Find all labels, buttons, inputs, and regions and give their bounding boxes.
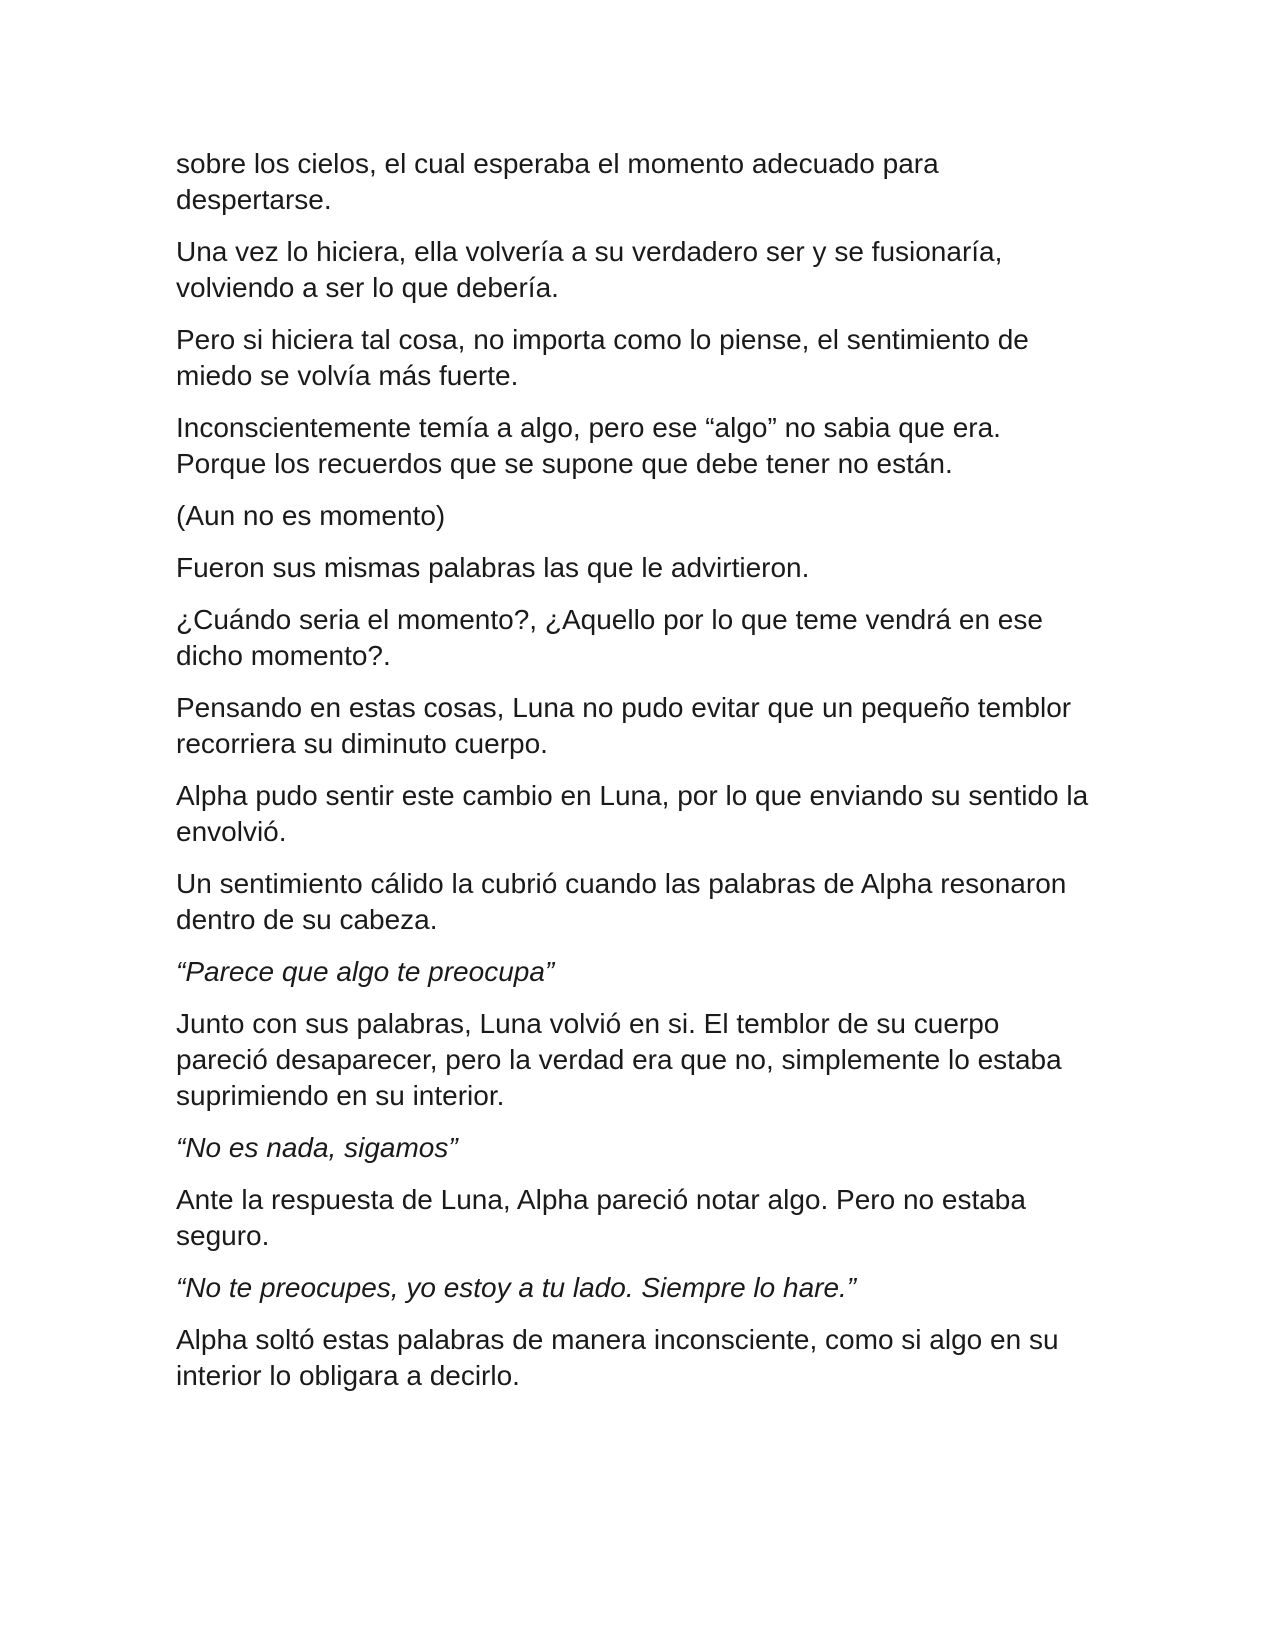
paragraph: Ante la respuesta de Luna, Alpha pareció notar algo. Pero no estaba seguro.: [176, 1184, 1026, 1251]
paragraph: Alpha soltó estas palabras de manera inconsciente, como si algo en su interior lo obligara a decirlo.: [176, 1324, 1059, 1391]
dialogue-line: “No te preocupes, yo estoy a tu lado. Siempre lo hare.”: [176, 1272, 857, 1303]
dialogue-line: “Parece que algo te preocupa”: [176, 956, 555, 987]
paragraph: Una vez lo hiciera, ella volvería a su verdadero ser y se fusionaría, volviendo a ser lo que debería.: [176, 236, 1003, 303]
paragraph: Inconscientemente temía a algo, pero ese “algo” no sabia que era. Porque los recuerdos que se supone que debe tener no están.: [176, 412, 1001, 479]
paragraph: Fueron sus mismas palabras las que le advirtieron.: [176, 552, 810, 583]
paragraph: Pero si hiciera tal cosa, no importa como lo piense, el sentimiento de miedo se volvía más fuerte.: [176, 324, 1029, 391]
paragraph: Junto con sus palabras, Luna volvió en si. El temblor de su cuerpo pareció desaparecer, pero la verdad era que no, simplemente lo estaba suprimiendo en su interior.: [176, 1008, 1062, 1111]
paragraph: ¿Cuándo seria el momento?, ¿Aquello por lo que teme vendrá en ese dicho momento?.: [176, 604, 1043, 671]
paragraph: Alpha pudo sentir este cambio en Luna, por lo que enviando su sentido la envolvió.: [176, 780, 1089, 847]
paragraph: sobre los cielos, el cual esperaba el momento adecuado para despertarse.: [176, 148, 939, 215]
dialogue-line: “No es nada, sigamos”: [176, 1132, 458, 1163]
paragraph: Un sentimiento cálido la cubrió cuando las palabras de Alpha resonaron dentro de su cabeza.: [176, 868, 1067, 935]
document-body: [176, 146, 1096, 1410]
paragraph: Pensando en estas cosas, Luna no pudo evitar que un pequeño temblor recorriera su diminuto cuerpo.: [176, 692, 1072, 759]
paragraph: (Aun no es momento): [176, 500, 446, 531]
